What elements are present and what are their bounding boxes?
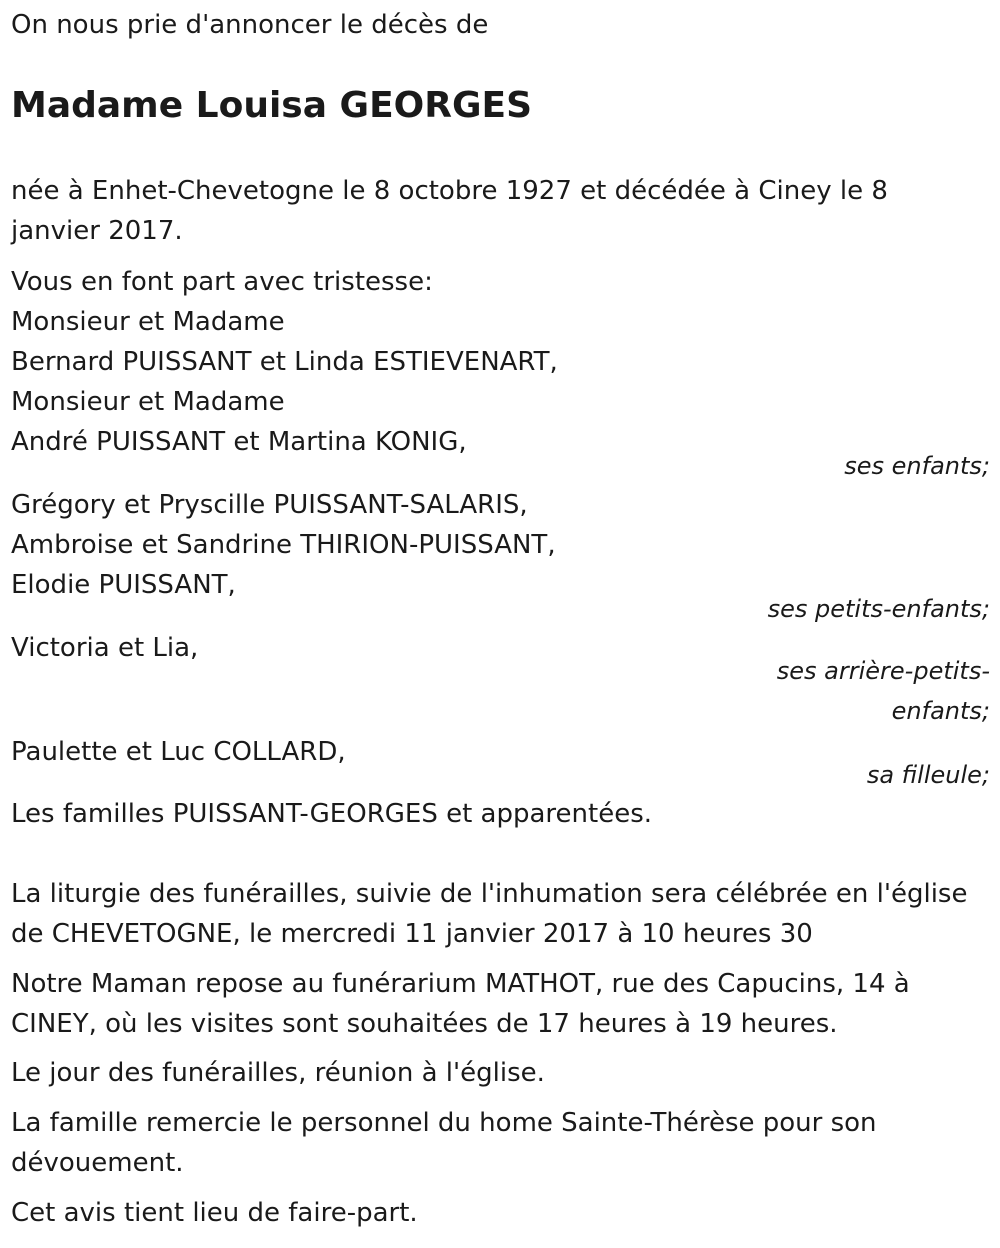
grandchildren-role: ses petits-enfants; xyxy=(767,595,990,623)
birth-death-line-2: janvier 2017. xyxy=(11,216,183,246)
great-grandchildren-role xyxy=(777,651,990,731)
meeting-paragraph xyxy=(11,1053,990,1093)
goddaughter-role: sa filleule; xyxy=(866,761,990,789)
children-role: ses enfants; xyxy=(844,452,990,480)
closing-paragraph xyxy=(11,1193,990,1233)
grandchild-line: Ambroise et Sandrine THIRION-PUISSANT, xyxy=(11,530,556,560)
repose-line-2: CINEY, où les visites sont souhaitées de 17 heures à 19 heures. xyxy=(11,1009,838,1039)
grandchild-line: Elodie PUISSANT, xyxy=(11,570,236,600)
announcers-intro: Vous en font part avec tristesse: xyxy=(11,267,433,297)
great-grandchildren-line: Victoria et Lia, xyxy=(11,633,199,663)
closing-line: Cet avis tient lieu de faire-part. xyxy=(11,1198,418,1228)
repose-paragraph xyxy=(11,964,990,1044)
goddaughter-line: Paulette et Luc COLLARD, xyxy=(11,737,346,767)
thanks-line-1: La famille remercie le personnel du home Sainte-Thérèse pour son xyxy=(11,1108,877,1138)
intro-text: On nous prie d'annoncer le décès de xyxy=(11,10,489,40)
liturgy-line-2: de CHEVETOGNE, le mercredi 11 janvier 2017 à 10 heures 30 xyxy=(11,919,813,949)
meeting-line: Le jour des funérailles, réunion à l'église. xyxy=(11,1058,545,1088)
birth-death-paragraph xyxy=(11,171,990,251)
families-line: Les familles PUISSANT-GEORGES et apparentées. xyxy=(11,799,653,829)
thanks-paragraph xyxy=(11,1103,990,1183)
thanks-line-2: dévouement. xyxy=(11,1148,184,1178)
repose-line-1: Notre Maman repose au funérarium MATHOT, rue des Capucins, 14 à xyxy=(11,969,910,999)
grandchild-line: Grégory et Pryscille PUISSANT-SALARIS, xyxy=(11,490,528,520)
great-grandchildren-role-line-2: enfants; xyxy=(891,697,990,725)
child-line: Monsieur et Madame xyxy=(11,387,285,417)
child-line: André PUISSANT et Martina KONIG, xyxy=(11,427,467,457)
deceased-name: Madame Louisa GEORGES xyxy=(11,85,533,126)
grandchildren-block xyxy=(11,485,990,605)
goddaughter-block xyxy=(11,732,990,772)
families-block xyxy=(11,794,990,834)
liturgy-line-1: La liturgie des funérailles, suivie de l'inhumation sera célébrée en l'église xyxy=(11,879,968,909)
birth-death-line-1: née à Enhet-Chevetogne le 8 octobre 1927 et décédée à Ciney le 8 xyxy=(11,176,888,206)
great-grandchildren-role-line-1: ses arrière-petits- xyxy=(776,657,990,685)
child-line: Monsieur et Madame xyxy=(11,307,285,337)
children-block xyxy=(11,262,990,462)
child-line: Bernard PUISSANT et Linda ESTIEVENART, xyxy=(11,347,558,377)
liturgy-paragraph xyxy=(11,874,990,954)
